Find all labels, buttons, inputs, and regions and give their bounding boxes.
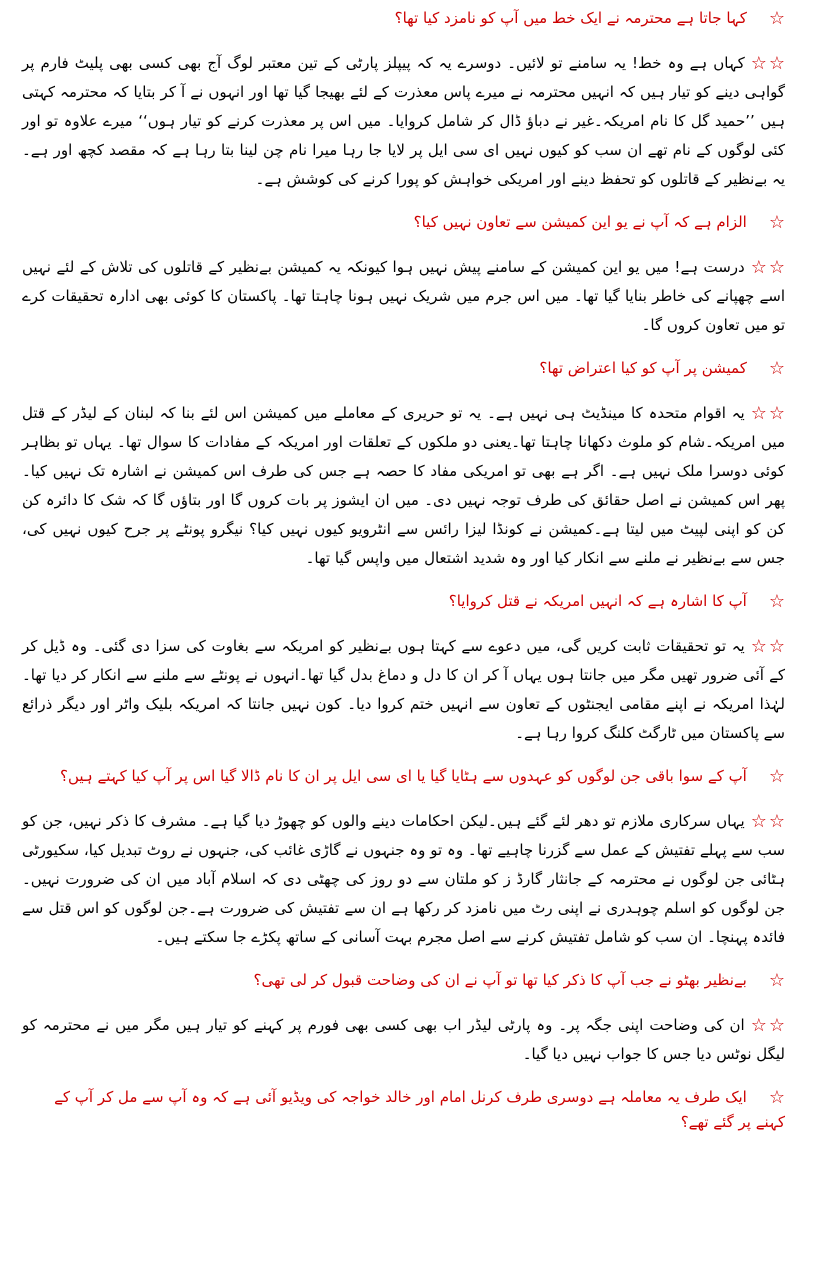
answer-text: کہاں ہے وہ خط! یہ سامنے تو لائیں۔ دوسرے یہ کہ پیپلز پارٹی کے تین معتبر لوگ آج بھی کسی بھی پلیٹ فارم پر گواہی دینے کو تیار ہیں کہ انہیں محترمہ نے میرے پاس معذرت کے لئے بھیجا گیا تھا اور انہوں نے آ کر بتایا کہ محترمہ کہتی ہیں ’’حمید گل کا نام امریکہ۔غیر نے دباؤ ڈال کر شامل کروایا۔ میں اس پر معذرت کرنے کو تیار ہوں‘‘ میرے علاوہ تو اور کئی لوگوں کے نام تھے ان سب کو کیوں نہیں ای سی ایل پر لایا جا رہا میرا نام چن لینا بتا رہا ہے کہ مقصد کچھ اور ہے۔ یہ بےنظیر کے قاتلوں کو تحفظ دینے اور امریکی خواہش کو پورا کرنے کی کوشش ہے۔ <box>22 54 785 188</box>
star-icon: ☆ <box>768 403 785 424</box>
star-icon: ☆ <box>768 970 785 991</box>
answer <box>22 807 785 952</box>
answer <box>22 49 785 194</box>
star-icon: ☆ <box>768 1087 785 1108</box>
star-icon: ☆ <box>768 358 785 379</box>
star-icon: ☆ <box>750 53 767 74</box>
question-text: کہا جاتا ہے محترمہ نے ایک خط میں آپ کو نامزد کیا تھا؟ <box>394 9 747 27</box>
star-icon: ☆ <box>768 8 785 29</box>
question <box>22 6 785 31</box>
answer-text: یہ اقوام متحدہ کا مینڈیٹ ہی نہیں ہے۔ یہ تو حریری کے معاملے میں کمیشن اس لئے بنا کہ لبنان کے لیڈر کے قتل میں امریکہ۔شام کو ملوث دکھانا چاہتا تھا۔یعنی دو ملکوں کے تعلقات اور امریکہ کے مفادات کا سوال تھا۔ یہاں تو بظاہر کوئی دوسرا ملک نہیں ہے۔ اگر ہے بھی تو امریکی مفاد کا حصہ ہے جس کی طرف اس کمیشن نے اشارہ تک نہیں کیا۔ پھر اس کمیشن نے اصل حقائق کی طرف توجہ نہیں دی۔ میں ان ایشوز پر بات کروں گا اور بتاؤں گا کہ شک کا دائرہ کن کن کو اپنی لپیٹ میں لیتا ہے۔کمیشن نے کونڈا لیزا رائس سے انٹرویو کیوں نہیں کیا؟ نیگرو پونٹے پر جرح کیوں نہیں کی، جس سے بےنظیر نے ملنے سے انکار کیا اور وہ شدید اشتعال میں واپس گیا تھا۔ <box>22 404 785 567</box>
star-icon: ☆ <box>750 1015 767 1036</box>
answer-text: ان کی وضاحت اپنی جگہ پر۔ وہ پارٹی لیڈر اب بھی کسی بھی فورم پر کہنے کو تیار ہیں مگر میں نے محترمہ کو لیگل نوٹس دیا جس کا جواب نہیں دیا گیا۔ <box>22 1016 785 1063</box>
question-text: بےنظیر بھٹو نے جب آپ کا ذکر کیا تھا تو آپ نے ان کی وضاحت قبول کر لی تھی؟ <box>253 971 747 989</box>
question-text: ایک طرف یہ معاملہ ہے دوسری طرف کرنل امام اور خالد خواجہ کی ویڈیو آئی ہے کہ وہ آپ سے مل کر آپ کے کہنے پر گئے تھے؟ <box>54 1088 785 1131</box>
star-icon: ☆ <box>750 636 767 657</box>
question-text: آپ کے سوا باقی جن لوگوں کو عہدوں سے ہٹایا گیا یا ای سی ایل پر ان کا نام ڈالا گیا اس پر آپ کیا کہتے ہیں؟ <box>60 767 747 785</box>
question-text: الزام ہے کہ آپ نے یو این کمیشن سے تعاون نہیں کیا؟ <box>413 213 747 231</box>
star-icon: ☆ <box>750 403 767 424</box>
star-icon: ☆ <box>750 811 767 832</box>
answer <box>22 399 785 573</box>
question <box>22 764 785 789</box>
question-text: آپ کا اشارہ ہے کہ انہیں امریکہ نے قتل کروایا؟ <box>448 592 747 610</box>
question <box>22 968 785 993</box>
answer-text: یہ تو تحقیقات ثابت کریں گی، میں دعوے سے کہتا ہوں بےنظیر کو امریکہ سے بغاوت کی سزا دی گئی۔ وہ ڈیل کر کے آئی ضرور تھیں مگر میں جانتا ہوں یہاں آ کر ان کا دل و دماغ بدل گیا تھا۔انہوں نے پونٹے سے ملنے سے انکار کر دیا تھا۔لہٰذا امریکہ نے اپنے مقامی ایجنٹوں کے تعاون سے انہیں ختم کروا دیا۔ کون نہیں جانتا کہ امریکہ بلیک واٹر اور دیگر ذرائع سے پاکستان میں ٹارگٹ کلنگ کروا رہا ہے۔ <box>22 637 785 742</box>
star-icon: ☆ <box>768 591 785 612</box>
question <box>22 356 785 381</box>
star-icon: ☆ <box>750 257 767 278</box>
answer <box>22 253 785 340</box>
star-icon: ☆ <box>768 53 785 74</box>
answer <box>22 632 785 748</box>
answer <box>22 1011 785 1069</box>
answer-text: یہاں سرکاری ملازم تو دھر لئے گئے ہیں۔لیکن احکامات دینے والوں کو چھوڑ دیا گیا ہے۔ مشرف کا ذکر نہیں، جن کو سب سے پہلے تفتیش کے عمل سے گزرنا چاہیے تھا۔ وہ تو وہ جنہوں نے گاڑی غائب کی، جنہوں نے روٹ تبدیل کیا، سکیورٹی ہٹائی جن لوگوں نے محترمہ کے جانثار گارڈ ز کو ملتان سے دو روز کی چھٹی دی کہ اسلام آباد میں ان کی ضرورت نہیں۔جن لوگوں کو اسلم چوہدری نے اپنی رٹ میں نامزد کر رکھا ہے ان سے تفتیش کی ضرورت ہے۔جن لوگوں کو اس قتل سے فائدہ پہنچا۔ ان سب کو شامل تفتیش کرنے سے اصل مجرم بہت آسانی کے ساتھ پکڑے جا سکتے ہیں۔ <box>22 812 786 946</box>
star-icon: ☆ <box>768 212 785 233</box>
question <box>22 1085 785 1134</box>
star-icon: ☆ <box>768 766 785 787</box>
star-icon: ☆ <box>768 811 785 832</box>
star-icon: ☆ <box>768 1015 785 1036</box>
star-icon: ☆ <box>768 257 785 278</box>
question <box>22 589 785 614</box>
question <box>22 210 785 235</box>
answer-text: درست ہے! میں یو این کمیشن کے سامنے پیش نہیں ہوا کیونکہ یہ کمیشن بےنظیر کے قاتلوں کی تلاش کے لئے نہیں اسے چھپانے کی خاطر بنایا گیا تھا۔ میں اس جرم میں شریک نہیں ہونا چاہتا تھا۔ پاکستان کا کوئی بھی ادارہ تحقیقات کرے تو میں تعاون کروں گا۔ <box>22 258 785 334</box>
question-text: کمیشن پر آپ کو کیا اعتراض تھا؟ <box>539 359 747 377</box>
star-icon: ☆ <box>768 636 785 657</box>
